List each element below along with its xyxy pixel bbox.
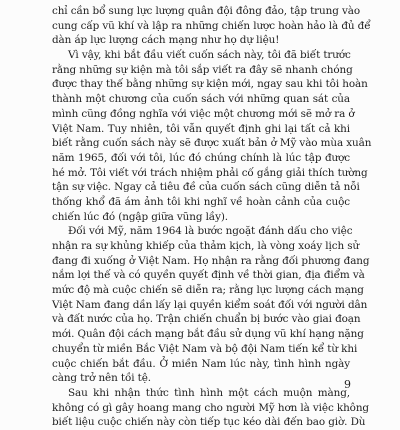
text-line: cung cấp vũ khí và lập ra những chiến lược hoàn hảo là đủ để <box>52 19 371 32</box>
text-line: dàn áp lực lượng cách mạng như họ dự liệu! <box>52 34 280 47</box>
text-line: nhận ra sự khủng khiếp của thảm kịch, là vòng xoáy lịch sử <box>52 240 360 252</box>
text-line: đang đi xuống ở Việt Nam. Họ nhận ra rằng đối phương đang <box>52 254 370 267</box>
text-line: và đất nước của họ. Trận chiến chuẩn bị bước vào giai đoạn <box>52 313 361 326</box>
text-line: rằng những sự kiện mà tôi sắp viết ra đây sẽ nhanh chóng <box>52 63 353 76</box>
text-line: chỉ cần bổ sung lực lượng quân đội đông đảo, tập trung vào <box>52 5 361 17</box>
text-line: Việt Nam đang dần lấy lại quyền kiểm soát đối với người dân <box>52 298 368 311</box>
text-line: biết rằng cuốn sách này sẽ được xuất bản ở Mỹ vào mùa xuân <box>52 137 372 150</box>
text-line: được thay thế bằng những sự kiện mới, ngay sau khi tôi hoàn <box>52 78 368 91</box>
text-line: thống khổ đã ám ảnh tôi khi nghĩ về hoàn cảnh của cuộc <box>52 195 350 208</box>
text-line: tận sự việc. Ngay cả tiêu đề của cuốn sách cũng diễn tả nỗi <box>52 181 360 194</box>
page-number: 9 <box>344 378 351 391</box>
text-line: năm 1965, đối với tôi, lúc đó chúng chính là lúc tập được <box>52 151 350 164</box>
text-line: mức độ mà cuộc chiến sẽ diễn ra; rằng lực lượng cách mạng <box>52 284 364 297</box>
text-line: Việt Nam. Tuy nhiên, tôi vẫn quyết định ghi lại tất cả khi <box>52 122 350 135</box>
text-line: nắm lợi thế và có quyền quyết định về thời gian, địa điểm và <box>52 269 365 282</box>
text-line: chiến lúc đó (ngập giữa vũng lầy). <box>52 210 229 223</box>
page-body-text <box>52 4 372 430</box>
text-line: mình cũng đồng nghĩa với việc một chương mới sẽ mở ra ở <box>52 107 355 120</box>
text-line: cuộc chiến bắt đầu. Ở miền Nam lúc này, tình hình ngày <box>52 357 350 370</box>
text-line: Sau khi nhận thức tình hình một cách muộn màng, <box>68 386 350 399</box>
text-line: càng trở nên tồi tệ. <box>52 372 151 385</box>
text-line: không có gì gây hoang mang cho người Mỹ hơn là việc không <box>52 401 369 414</box>
text-line: mới. Quân đội cách mạng bắt đầu sử dụng vũ khí hạng nặng <box>52 328 364 341</box>
text-line: chuyển từ miền Bắc Việt Nam và bộ đội Nam tiến kể từ khi <box>52 342 358 355</box>
text-line: biết liệu cuộc chiến này còn tiếp tục kéo dài đến bao giờ. Dù <box>52 416 366 429</box>
text-line: Vì vậy, khi bắt đầu viết cuốn sách này, tôi đã biết trước <box>68 49 351 62</box>
text-line: hé mở. Tôi viết với trách nhiệm phải cố gắng giải thích tường <box>52 166 368 179</box>
text-line: Đối với Mỹ, năm 1964 là bước ngoặt đánh dấu cho việc <box>68 225 353 238</box>
text-line: thành một chương của cuốn sách với những quan sát của <box>52 93 350 106</box>
